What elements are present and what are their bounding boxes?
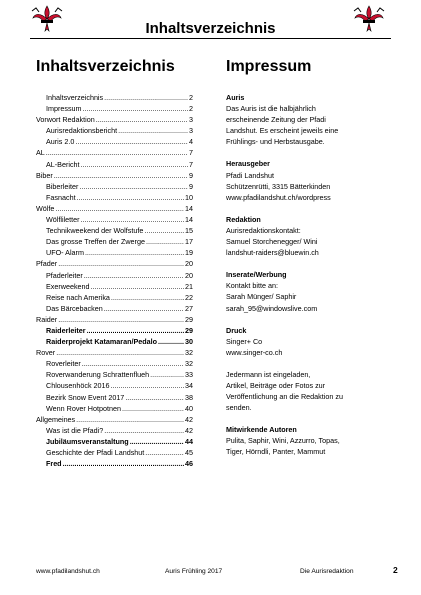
toc-entry[interactable]	[36, 258, 193, 269]
toc-entry-page: 40	[185, 403, 193, 413]
toc-entry-label: Reise nach Amerika	[46, 292, 110, 302]
impressum-section	[226, 158, 396, 202]
toc-dot-leader	[75, 136, 188, 147]
toc-entry[interactable]	[36, 159, 193, 170]
toc-entry-label: Aurisredaktionsbericht	[46, 126, 118, 136]
toc-entry[interactable]	[36, 458, 193, 469]
toc-entry-page: 3	[189, 126, 193, 136]
toc-entry-label: Was ist die Pfadi?	[46, 425, 104, 435]
toc-entry-page: 4	[189, 137, 193, 147]
toc-entry-page: 21	[185, 281, 193, 291]
toc-entry-label: Inhaltsverzeichnis	[46, 93, 104, 102]
toc-dot-leader	[81, 214, 184, 225]
toc-entry-page: 17	[185, 237, 193, 247]
scout-lily-logo-icon	[352, 5, 386, 33]
toc-entry[interactable]	[36, 181, 193, 192]
toc-entry[interactable]	[36, 325, 193, 336]
toc-entry-page: 42	[185, 414, 193, 424]
toc-dot-leader	[83, 103, 188, 114]
impressum-heading: Redaktion	[226, 214, 261, 224]
toc-entry-label: Exerweekend	[46, 281, 90, 291]
impressum-line: Das Auris ist die halbjährlich	[226, 104, 316, 114]
toc-entry-page: 14	[185, 203, 193, 213]
toc-title: Inhaltsverzeichnis	[36, 58, 175, 75]
impressum-line: Sarah Münger/ Saphir	[226, 292, 297, 302]
impressum-line: Pulita, Saphir, Wini, Azzurro, Topas,	[226, 436, 340, 446]
page-footer	[0, 562, 421, 582]
toc-entry[interactable]	[36, 225, 193, 236]
impressum-line: Frühlings- und Herbstausgabe.	[226, 137, 325, 147]
toc-entry[interactable]	[36, 347, 193, 358]
toc-entry-page: 34	[185, 381, 193, 391]
toc-dot-leader	[125, 392, 184, 403]
impressum-line: erscheinende Zeitung der Pfadi	[226, 115, 326, 125]
toc-entry[interactable]	[36, 281, 193, 292]
toc-entry-label: Vorwort Redaktion	[36, 115, 95, 125]
toc-entry[interactable]	[36, 414, 193, 425]
toc-entry-page: 9	[189, 170, 193, 180]
toc-entry-label: Wölfe	[36, 203, 55, 213]
toc-entry[interactable]	[36, 92, 193, 103]
toc-dot-leader	[118, 125, 188, 136]
toc-entry-label: Raiderprojekt Katamaran/Pedalo	[46, 337, 158, 347]
toc-entry-page: 9	[189, 181, 193, 191]
toc-entry-label: Das Bärcebacken	[46, 303, 103, 313]
toc-entry-page: 20	[185, 270, 193, 280]
toc-entry-label: Biber	[36, 170, 53, 180]
toc-entry-page: 2	[189, 104, 193, 114]
impressum-heading: Mitwirkende Autoren	[226, 425, 297, 435]
toc-entry-page: 42	[185, 425, 193, 435]
toc-dot-leader	[145, 447, 184, 458]
toc-entry[interactable]	[36, 425, 193, 436]
toc-entry-page: 14	[185, 215, 193, 225]
toc-entry-label: Jubiläumsveranstaltung	[46, 436, 129, 446]
impressum-line: www.pfadilandshut.ch/wordpress	[226, 192, 331, 202]
toc-entry[interactable]	[36, 403, 193, 414]
toc-entry-page: 46	[185, 459, 193, 469]
toc-dot-leader	[104, 92, 188, 103]
toc-entry[interactable]	[36, 236, 193, 247]
footer-website: www.pfadilandshut.ch	[36, 568, 100, 575]
toc-dot-leader	[150, 369, 184, 380]
toc-entry[interactable]	[36, 380, 193, 391]
toc-entry-label: Technikweekend der Wolfstufe	[46, 226, 144, 236]
toc-entry-label: Auris 2.0	[46, 137, 75, 147]
impressum-section	[226, 369, 396, 413]
toc-entry[interactable]	[36, 192, 193, 203]
toc-dot-leader	[58, 314, 184, 325]
toc-entry[interactable]	[36, 103, 193, 114]
impressum-line: Kontakt bitte an:	[226, 281, 278, 291]
impressum-line: senden.	[226, 403, 252, 413]
toc-entry-label: Geschichte der Pfadi Landshut	[46, 448, 145, 457]
toc-entry-label: Raiderleiter	[46, 325, 86, 335]
header-title: Inhaltsverzeichnis	[145, 20, 276, 37]
impressum-line: Jedermann ist eingeladen,	[226, 369, 311, 379]
toc-entry-page: 2	[189, 93, 193, 102]
toc-dot-leader	[91, 281, 184, 292]
toc-entry-label: Das grosse Treffen der Zwerge	[46, 237, 145, 247]
toc-entry-label: UFO- Alarm	[46, 248, 84, 258]
toc-dot-leader	[122, 403, 184, 414]
footer-issue: Auris Frühling 2017	[165, 568, 223, 575]
header-divider	[30, 38, 391, 39]
toc-dot-leader	[158, 336, 184, 347]
toc-entry-page: 15	[185, 226, 193, 236]
toc-entry-page: 7	[189, 148, 193, 158]
toc-dot-leader	[54, 170, 188, 181]
toc-dot-leader	[63, 458, 184, 469]
toc-entry[interactable]	[36, 247, 193, 258]
page-header	[0, 0, 421, 40]
toc-entry-page: 32	[185, 359, 193, 369]
toc-dot-leader	[104, 425, 184, 436]
toc-dot-leader	[144, 225, 184, 236]
toc-dot-leader	[81, 159, 188, 170]
toc-entry-label: AL	[36, 148, 45, 158]
toc-entry[interactable]	[36, 270, 193, 281]
toc-entry-label: Rover	[36, 348, 56, 358]
toc-dot-leader	[87, 325, 184, 336]
toc-entry-label: Impressum	[46, 104, 82, 114]
toc-entry-page: 29	[185, 314, 193, 324]
toc-entry-label: Bezirk Snow Event 2017	[46, 392, 125, 402]
toc-dot-leader	[56, 347, 184, 358]
page-number: 2	[393, 565, 398, 575]
impressum-section	[226, 92, 396, 147]
toc-dot-leader	[130, 436, 184, 447]
toc-entry[interactable]	[36, 170, 193, 181]
toc-entry[interactable]	[36, 314, 193, 325]
toc-dot-leader	[104, 303, 184, 314]
toc-dot-leader	[84, 270, 184, 281]
toc-entry[interactable]	[36, 136, 193, 147]
toc-entry[interactable]	[36, 125, 193, 136]
toc-entry[interactable]	[36, 392, 193, 403]
toc-entry[interactable]	[36, 303, 193, 314]
toc-dot-leader	[76, 414, 184, 425]
toc-entry[interactable]	[36, 358, 193, 369]
toc-entry-label: Chlousenhöck 2016	[46, 381, 110, 391]
toc-entry-label: Pfader	[36, 259, 58, 269]
impressum-line: www.singer-co.ch	[226, 347, 283, 357]
toc-dot-leader	[55, 203, 184, 214]
toc-entry-label: Allgemeines	[36, 414, 76, 424]
impressum-line: Landshut. Es erscheint jeweils eine	[226, 126, 339, 136]
toc-entry-page: 38	[185, 392, 193, 402]
toc-dot-leader	[85, 247, 184, 258]
impressum-line: Pfadi Landshut	[226, 170, 274, 180]
toc-entry-page: 3	[189, 115, 193, 125]
toc-entry[interactable]	[36, 436, 193, 447]
toc-dot-leader	[111, 380, 184, 391]
toc-entry[interactable]	[36, 336, 193, 347]
footer-editor: Die Aurisredaktion	[300, 568, 354, 575]
toc-dot-leader	[96, 114, 188, 125]
impressum-heading: Herausgeber	[226, 159, 270, 169]
toc-entry-page: 7	[189, 159, 193, 169]
toc-dot-leader	[58, 258, 184, 269]
impressum-line: Artikel, Beiträge oder Fotos zur	[226, 380, 326, 390]
impressum-body	[226, 92, 396, 469]
toc-entry[interactable]	[36, 369, 193, 380]
toc-entry-label: Fred	[46, 459, 62, 469]
impressum-line: landshut-raiders@bluewin.ch	[226, 248, 319, 258]
toc-entry-page: 27	[185, 303, 193, 313]
impressum-heading: Druck	[226, 325, 247, 335]
toc-entry-label: Roverleiter	[46, 359, 81, 369]
toc-dot-leader	[46, 147, 188, 158]
toc-entry-label: Roverwanderung Schrattenflueh	[46, 370, 150, 380]
toc-dot-leader	[77, 192, 184, 203]
toc-entry-page: 22	[185, 292, 193, 302]
impressum-title: Impressum	[226, 58, 312, 75]
toc-dot-leader	[82, 358, 184, 369]
toc-entry-label: Wölfliletter	[46, 215, 80, 225]
impressum-line: sarah_95@windowslive.com	[226, 303, 318, 313]
toc-entry-page: 10	[185, 192, 193, 202]
impressum-heading: Auris	[226, 93, 245, 102]
toc-entry-page: 45	[185, 448, 193, 457]
impressum-heading: Inserate/Werbung	[226, 270, 287, 280]
toc-dot-leader	[146, 236, 184, 247]
toc-entry-page: 29	[185, 325, 193, 335]
toc-entry-label: Biberleiter	[46, 181, 79, 191]
toc-entry[interactable]	[36, 447, 193, 458]
impressum-section	[226, 325, 396, 358]
toc-entry[interactable]	[36, 292, 193, 303]
impressum-line: Samuel Storchenegger/ Wini	[226, 237, 318, 247]
toc-entry-page: 44	[185, 436, 193, 446]
toc-entry-label: Wenn Rover Hotpotnen	[46, 403, 121, 413]
toc-entry-label: Pfaderleiter	[46, 270, 83, 280]
impressum-line: Tiger, Hörndli, Panter, Mammut	[226, 447, 326, 457]
toc-entry-page: 20	[185, 259, 193, 269]
impressum-line: Veröffentlichung an die Redaktion zu	[226, 392, 343, 402]
toc-entry-page: 33	[185, 370, 193, 380]
toc-entry-page: 19	[185, 248, 193, 258]
toc-entry-page: 30	[185, 337, 193, 347]
toc-dot-leader	[111, 292, 184, 303]
toc-entry[interactable]	[36, 147, 193, 158]
toc-entry-label: AL-Bericht	[46, 159, 80, 169]
impressum-section	[226, 214, 396, 258]
toc-entry[interactable]	[36, 114, 193, 125]
impressum-line: Singer+ Co	[226, 336, 263, 346]
toc-dot-leader	[79, 181, 188, 192]
toc-entry[interactable]	[36, 214, 193, 225]
toc-entry-page: 32	[185, 348, 193, 358]
toc-entry[interactable]	[36, 203, 193, 214]
impressum-line: Aurisredaktionskontakt:	[226, 225, 301, 235]
impressum-line: Schützenrütti, 3315 Bätterkinden	[226, 181, 331, 191]
impressum-section	[226, 424, 396, 457]
toc-list	[36, 92, 193, 469]
toc-entry-label: Raider	[36, 314, 58, 324]
toc-entry-label: Fasnacht	[46, 192, 76, 202]
impressum-section	[226, 269, 396, 313]
